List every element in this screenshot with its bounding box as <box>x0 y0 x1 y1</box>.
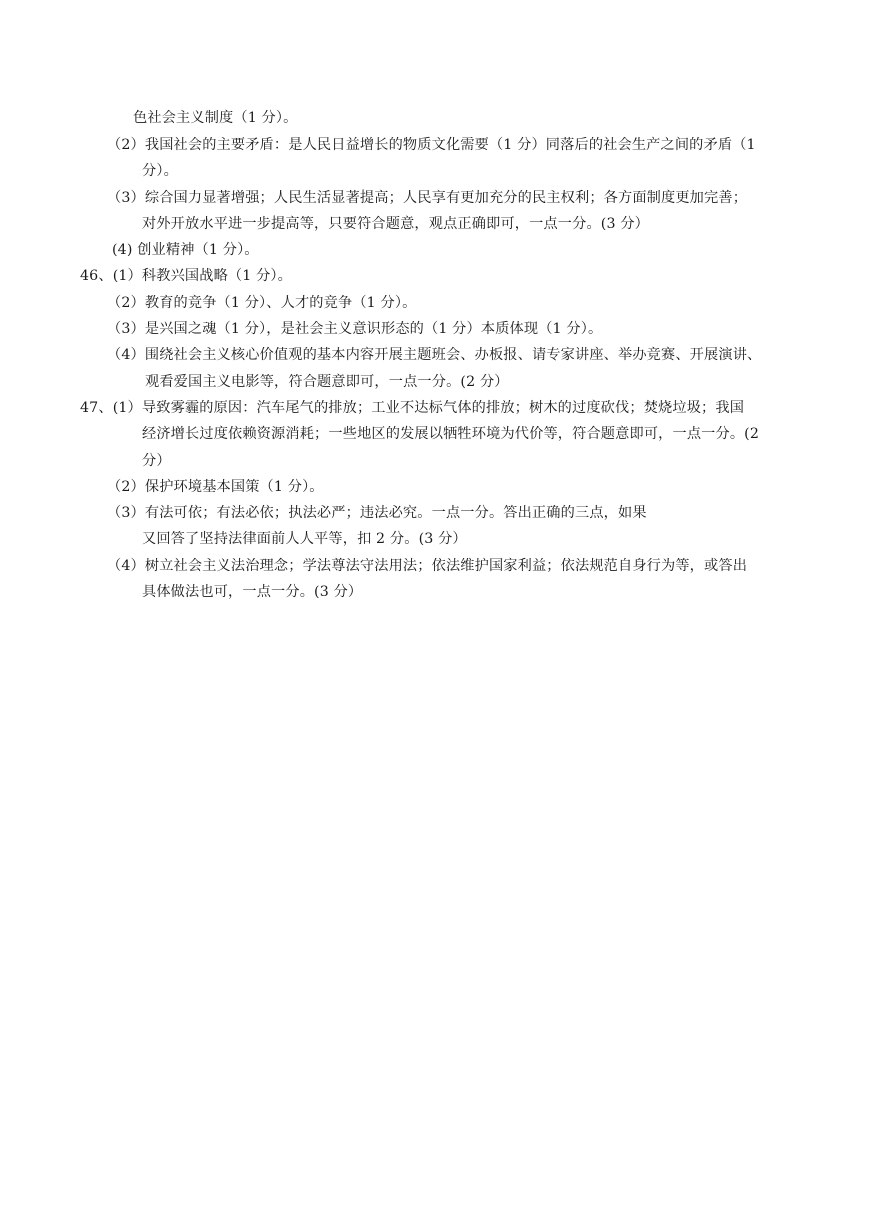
text-line: 对外开放水平进一步提高等，只要符合题意，观点正确即可，一点一分。(3 分） <box>142 216 649 232</box>
text-line: （3）有法可依；有法必依；执法必严；违法必究。一点一分。答出正确的三点，如果 <box>107 505 647 521</box>
text-line: （4）树立社会主义法治理念；学法尊法守法用法；依法维护国家利益；依法规范自身行为等，或答出 <box>107 558 748 574</box>
text-line: 又回答了坚持法律面前人人平等，扣 2 分。(3 分） <box>142 531 467 547</box>
text-line: 分）。 <box>142 163 178 179</box>
text-line: 47、(1）导致雾霾的原因：汽车尾气的排放；工业不达标气体的排放；树木的过度砍伐；焚烧垃圾；我国 <box>80 400 745 416</box>
text-line: （2）教育的竞争（1 分）、人才的竞争（1 分）。 <box>107 295 417 311</box>
text-line: （2）保护环境基本国策（1 分）。 <box>107 479 324 495</box>
text-line: （3）综合国力显著增强；人民生活显著提高；人民享有更加充分的民主权利；各方面制度更加完善； <box>107 190 748 206</box>
text-line: 分） <box>142 453 171 469</box>
text-line: （3）是兴国之魂（1 分），是社会主义意识形态的（1 分）本质体现（1 分）。 <box>107 321 603 337</box>
text-line: 经济增长过度依赖资源消耗；一些地区的发展以牺牲环境为代价等，符合题意即可，一点一分。(2 <box>142 426 760 442</box>
text-line: 色社会主义制度（1 分）。 <box>133 110 298 126</box>
text-line: （2）我国社会的主要矛盾：是人民日益增长的物质文化需要（1 分）同落后的社会生产之间的矛盾（1 <box>107 137 756 153</box>
text-line: (4) 创业精神（1 分）。 <box>112 242 259 258</box>
text-line: 46、(1）科教兴国战略（1 分）。 <box>80 268 293 284</box>
text-line: 观看爱国主义电影等，符合题意即可，一点一分。(2 分） <box>145 374 509 390</box>
text-line: （4）围绕社会主义核心价值观的基本内容开展主题班会、办板报、请专家讲座、举办竞赛、开展演讲、 <box>107 347 762 363</box>
text-line: 具体做法也可，一点一分。(3 分） <box>142 584 363 600</box>
